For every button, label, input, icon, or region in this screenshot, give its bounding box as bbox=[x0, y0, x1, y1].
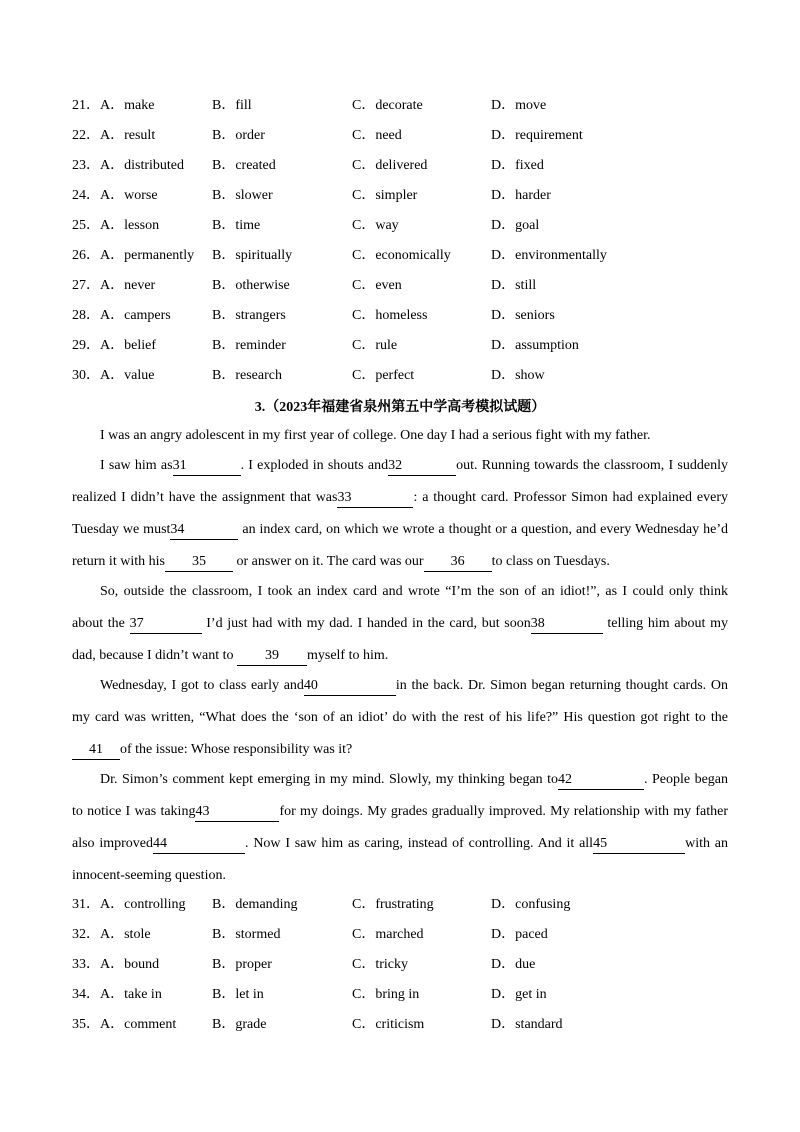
passage-line bbox=[72, 551, 728, 573]
blank-35[interactable]: 35 bbox=[165, 553, 233, 572]
blank-43[interactable]: 43 bbox=[195, 803, 279, 822]
option-d: D．assumption bbox=[491, 338, 579, 353]
passage-text: to notice I was taking bbox=[72, 804, 196, 819]
blank-32[interactable]: 32 bbox=[388, 457, 456, 476]
passage-text: an index card, on which we wrote a thought or a question, and every Wednesday he’d bbox=[238, 522, 728, 537]
passage-text: in the back. Dr. Simon began returning thought cards. On bbox=[395, 678, 728, 693]
section-heading: 3.（2023年福建省泉州第五中学高考模拟试题） bbox=[254, 400, 546, 415]
question-number: 35． bbox=[72, 1017, 100, 1032]
blank-42[interactable]: 42 bbox=[558, 771, 644, 790]
question-number: 34． bbox=[72, 987, 100, 1002]
option-d: D．paced bbox=[491, 927, 548, 942]
passage-line bbox=[72, 645, 728, 667]
option-c: C．simpler bbox=[352, 188, 418, 203]
passage-text: with an bbox=[685, 836, 728, 851]
passage-text: or answer on it. The card was our bbox=[232, 554, 424, 569]
option-d: D．show bbox=[491, 368, 545, 383]
question-number: 30． bbox=[72, 368, 100, 383]
option-a: A．controlling bbox=[100, 897, 186, 912]
option-d: D．goal bbox=[491, 218, 540, 233]
passage-line bbox=[72, 769, 728, 791]
blank-36[interactable]: 36 bbox=[424, 553, 492, 572]
passage-text: about the bbox=[72, 616, 130, 631]
passage-line bbox=[72, 613, 728, 635]
option-b: B．otherwise bbox=[212, 278, 290, 293]
passage-text: Tuesday we must bbox=[72, 522, 171, 537]
passage-text: innocent-seeming question. bbox=[72, 868, 226, 883]
passage-text: I saw him as bbox=[100, 458, 173, 473]
option-a: A．make bbox=[100, 98, 155, 113]
question-number: 27． bbox=[72, 278, 100, 293]
option-d: D．confusing bbox=[491, 897, 571, 912]
passage-text: out. Running towards the classroom, I suddenly bbox=[456, 458, 728, 473]
option-b: B．stormed bbox=[212, 927, 281, 942]
option-d: D．environmentally bbox=[491, 248, 607, 263]
passage-text: . Now I saw him as caring, instead of controlling. And it all bbox=[245, 836, 594, 851]
question-number: 22． bbox=[72, 128, 100, 143]
question-number: 33． bbox=[72, 957, 100, 972]
passage-line bbox=[72, 675, 728, 697]
question-number: 25． bbox=[72, 218, 100, 233]
passage-line bbox=[72, 739, 728, 761]
option-b: B．spiritually bbox=[212, 248, 293, 263]
blank-33[interactable]: 33 bbox=[337, 489, 413, 508]
blank-41[interactable]: 41 bbox=[72, 741, 120, 760]
option-a: A．distributed bbox=[100, 158, 184, 173]
option-b: B．fill bbox=[212, 98, 252, 113]
option-a: A．lesson bbox=[100, 218, 160, 233]
passage-text: to class on Tuesdays. bbox=[491, 554, 610, 569]
option-d: D．requirement bbox=[491, 128, 583, 143]
passage-text: Dr. Simon’s comment kept emerging in my mind. Slowly, my thinking began to bbox=[100, 772, 559, 787]
passage-line bbox=[72, 833, 728, 855]
option-b: B．slower bbox=[212, 188, 273, 203]
passage-text: . I exploded in shouts and bbox=[240, 458, 389, 473]
option-c: C．need bbox=[352, 128, 402, 143]
passage-line bbox=[72, 707, 728, 729]
option-c: C．perfect bbox=[352, 368, 415, 383]
option-c: C．criticism bbox=[352, 1017, 425, 1032]
blank-34[interactable]: 34 bbox=[170, 521, 238, 540]
option-d: D．standard bbox=[491, 1017, 563, 1032]
passage-text: return it with his bbox=[72, 554, 165, 569]
option-a: A．worse bbox=[100, 188, 158, 203]
passage-line bbox=[72, 581, 728, 603]
passage-line bbox=[72, 487, 728, 509]
option-a: A．never bbox=[100, 278, 156, 293]
option-b: B．let in bbox=[212, 987, 264, 1002]
passage-line bbox=[72, 455, 728, 477]
blank-38[interactable]: 38 bbox=[531, 615, 603, 634]
option-d: D．move bbox=[491, 98, 547, 113]
option-b: B．grade bbox=[212, 1017, 267, 1032]
passage-text: also improved bbox=[72, 836, 154, 851]
option-d: D．seniors bbox=[491, 308, 555, 323]
option-b: B．proper bbox=[212, 957, 272, 972]
question-number: 26． bbox=[72, 248, 100, 263]
option-c: C．homeless bbox=[352, 308, 428, 323]
option-b: B．time bbox=[212, 218, 261, 233]
passage-text: . People began bbox=[644, 772, 729, 787]
passage-text: myself to him. bbox=[306, 648, 389, 663]
option-c: C．tricky bbox=[352, 957, 408, 972]
option-c: C．even bbox=[352, 278, 402, 293]
passage-line bbox=[72, 801, 728, 823]
option-c: C．marched bbox=[352, 927, 424, 942]
passage-text: So, outside the classroom, I took an index card and wrote “I’m the son of an idiot!”, as I could only think bbox=[100, 584, 728, 599]
option-a: A．stole bbox=[100, 927, 151, 942]
blank-40[interactable]: 40 bbox=[304, 677, 396, 696]
option-a: A．result bbox=[100, 128, 156, 143]
option-c: C．delivered bbox=[352, 158, 428, 173]
option-d: D．get in bbox=[491, 987, 547, 1002]
blank-39[interactable]: 39 bbox=[237, 647, 307, 666]
passage-text: Wednesday, I got to class early and bbox=[100, 678, 304, 693]
question-number: 32． bbox=[72, 927, 100, 942]
passage-text: I’d just had with my dad. I handed in the card, but soon bbox=[201, 616, 531, 631]
question-number: 29． bbox=[72, 338, 100, 353]
option-b: B．order bbox=[212, 128, 265, 143]
option-d: D．still bbox=[491, 278, 537, 293]
option-b: B．demanding bbox=[212, 897, 298, 912]
passage-text: my card was written, “What does the ‘son of an idiot’ do with the rest of his life?” His question got right to the bbox=[72, 710, 728, 725]
option-c: C．economically bbox=[352, 248, 451, 263]
passage-line bbox=[72, 519, 728, 541]
blank-45[interactable]: 45 bbox=[593, 835, 685, 854]
question-number: 28． bbox=[72, 308, 100, 323]
passage-text: of the issue: Whose responsibility was it? bbox=[120, 742, 353, 757]
option-a: A．comment bbox=[100, 1017, 177, 1032]
option-a: A．bound bbox=[100, 957, 160, 972]
passage-text: realized I didn’t have the assignment that was bbox=[72, 490, 338, 505]
option-b: B．strangers bbox=[212, 308, 286, 323]
blank-37[interactable]: 37 bbox=[130, 615, 202, 634]
option-c: C．frustrating bbox=[352, 897, 434, 912]
question-number: 23． bbox=[72, 158, 100, 173]
question-number: 24． bbox=[72, 188, 100, 203]
option-a: A．take in bbox=[100, 987, 162, 1002]
question-number: 31． bbox=[72, 897, 100, 912]
blank-31[interactable]: 31 bbox=[173, 457, 241, 476]
option-b: B．created bbox=[212, 158, 276, 173]
option-d: D．fixed bbox=[491, 158, 544, 173]
option-c: C．bring in bbox=[352, 987, 420, 1002]
passage-text: : a thought card. Professor Simon had explained every bbox=[413, 490, 728, 505]
option-a: A．permanently bbox=[100, 248, 195, 263]
option-b: B．research bbox=[212, 368, 282, 383]
passage-text: telling him about my bbox=[602, 616, 728, 631]
option-d: D．harder bbox=[491, 188, 551, 203]
option-a: A．belief bbox=[100, 338, 156, 353]
blank-44[interactable]: 44 bbox=[153, 835, 245, 854]
passage-text: for my doings. My grades gradually improved. My relationship with my father bbox=[279, 804, 729, 819]
option-c: C．rule bbox=[352, 338, 398, 353]
passage-line bbox=[72, 865, 728, 887]
option-a: A．campers bbox=[100, 308, 171, 323]
question-number: 21． bbox=[72, 98, 100, 113]
option-d: D．due bbox=[491, 957, 536, 972]
passage-text: I was an angry adolescent in my first year of college. One day I had a serious fight with my father. bbox=[100, 428, 651, 443]
option-a: A．value bbox=[100, 368, 155, 383]
passage-text: dad, because I didn’t want to bbox=[72, 648, 237, 663]
passage-line bbox=[72, 425, 728, 447]
option-b: B．reminder bbox=[212, 338, 286, 353]
option-c: C．way bbox=[352, 218, 399, 233]
option-c: C．decorate bbox=[352, 98, 423, 113]
